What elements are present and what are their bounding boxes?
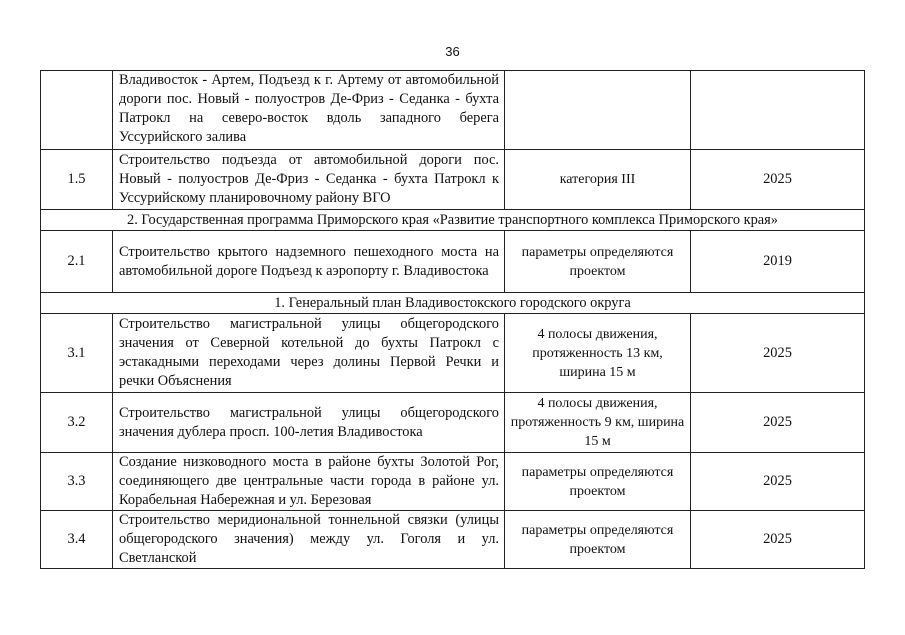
row-parameters: 4 полосы движения, протяженность 13 км, ширина 15 м (505, 314, 691, 393)
row-number: 2.1 (41, 231, 113, 293)
row-description: Строительство меридиональной тоннельной связки (улицы общегородского значения) между ул. Гоголя и ул. Светланской (113, 511, 505, 569)
row-parameters: параметры определяются проектом (505, 453, 691, 511)
row-year: 2025 (691, 314, 865, 393)
row-year: 2025 (691, 150, 865, 210)
row-parameters: категория III (505, 150, 691, 210)
row-number: 3.2 (41, 393, 113, 453)
row-description: Строительство подъезда от автомобильной дороги пос. Новый - полуостров Де-Фриз - Седанка - бухта Патрокл к Уссурийскому планировочному району ВГО (113, 150, 505, 210)
projects-table (40, 70, 865, 569)
row-year: 2025 (691, 453, 865, 511)
row-year: 2019 (691, 231, 865, 293)
table-row (41, 453, 865, 511)
row-description: Строительство магистральной улицы общегородского значения от Северной котельной до бухты Патрокл с эстакадными переходами через долины Первой Речки и речки Объяснения (113, 314, 505, 393)
row-number: 3.4 (41, 511, 113, 569)
row-number: 3.1 (41, 314, 113, 393)
row-number: 3.3 (41, 453, 113, 511)
table-row (41, 511, 865, 569)
table-row (41, 314, 865, 393)
section-header-row (41, 293, 865, 314)
section-title: 1. Генеральный план Владивостокского городского округа (41, 293, 865, 314)
table-row (41, 393, 865, 453)
row-year (691, 71, 865, 150)
row-number (41, 71, 113, 150)
row-description: Строительство магистральной улицы общегородского значения дублера просп. 100-летия Владивостока (113, 393, 505, 453)
table-row (41, 71, 865, 150)
row-parameters: параметры определяются проектом (505, 231, 691, 293)
row-description: Владивосток - Артем, Подъезд к г. Артему от автомобильной дороги пос. Новый - полуостров Де-Фриз - Седанка - бухта Патрокл на северо-восток вдоль западного берега Уссурийского залива (113, 71, 505, 150)
row-number: 1.5 (41, 150, 113, 210)
table-row (41, 150, 865, 210)
page-number: 36 (445, 44, 460, 59)
table-row (41, 231, 865, 293)
section-title: 2. Государственная программа Приморского края «Развитие транспортного комплекса Приморского края» (41, 210, 865, 231)
section-header-row (41, 210, 865, 231)
row-parameters: параметры определяются проектом (505, 511, 691, 569)
row-description: Строительство крытого надземного пешеходного моста на автомобильной дороге Подъезд к аэропорту г. Владивостока (113, 231, 505, 293)
row-parameters: 4 полосы движения, протяженность 9 км, ширина 15 м (505, 393, 691, 453)
row-year: 2025 (691, 393, 865, 453)
row-description: Создание низководного моста в районе бухты Золотой Рог, соединяющего две центральные части города в районе ул. Корабельная Набережная и ул. Березовая (113, 453, 505, 511)
row-year: 2025 (691, 511, 865, 569)
row-parameters (505, 71, 691, 150)
